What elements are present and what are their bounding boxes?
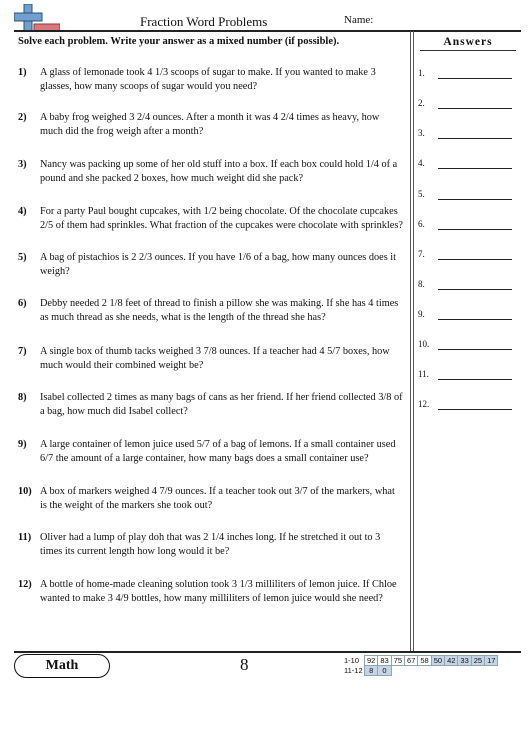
question-text: For a party Paul bought cupcakes, with 1/2 being chocolate. Of the chocolate cupcakes 2/5 of them had sprinkles. What fraction of the cupcakes were chocolate with sprinkles? xyxy=(40,206,403,231)
question-number: 10) xyxy=(18,486,32,497)
question-text: A baby frog weighed 3 2/4 ounces. After a month it was 4 2/4 times as heavy, how much did the frog weigh after a month? xyxy=(40,112,380,137)
question-7 xyxy=(18,345,403,372)
question-text: Isabel collected 2 times as many bags of cans as her friend. If her friend collected 3/8 of a bag, how much did Isabel collect? xyxy=(40,392,403,417)
question-number: 12) xyxy=(18,579,32,590)
question-text: A bottle of home-made cleaning solution took 3 1/3 milliliters of lemon juice. If Chloe wanted to make 3 4/9 bottles, how many milliliters of lemon juice would she need? xyxy=(40,579,397,604)
answer-line[interactable]: 1. xyxy=(418,68,518,78)
answer-line[interactable]: 4. xyxy=(418,158,518,168)
question-5 xyxy=(18,251,403,278)
question-text: A glass of lemonade took 4 1/3 scoops of sugar to make. If you wanted to make 3 glasses, how many scoops of sugar would you need? xyxy=(40,67,376,92)
subject-label: Math xyxy=(14,654,110,678)
question-3 xyxy=(18,158,403,185)
header-rule xyxy=(14,30,521,32)
question-8 xyxy=(18,391,403,418)
plus-logo-icon xyxy=(14,4,60,32)
question-text: Nancy was packing up some of her old stuff into a box. If each box could hold 1/4 of a pound and she packed 2 boxes, how much weight did she pack? xyxy=(40,159,398,184)
question-number: 7) xyxy=(18,346,27,357)
name-label: Name: xyxy=(344,14,374,26)
answer-line[interactable]: 9. xyxy=(418,309,518,319)
question-number: 5) xyxy=(18,252,27,263)
question-text: Oliver had a lump of play doh that was 2 1/4 inches long. If he stretched it out to 3 times its current length how long would it be? xyxy=(40,532,381,557)
instructions: Solve each problem. Write your answer as a mixed number (if possible). xyxy=(18,36,340,47)
question-11 xyxy=(18,531,403,558)
question-12 xyxy=(18,578,403,605)
answer-line[interactable]: 3. xyxy=(418,128,518,138)
footer-rule xyxy=(14,651,521,653)
answers-heading: Answers xyxy=(420,36,516,51)
page-number: 8 xyxy=(240,655,249,674)
question-text: A bag of pistachios is 2 2/3 ounces. If you have 1/6 of a bag, how many ounces does it weigh? xyxy=(40,252,397,277)
question-text: A large container of lemon juice used 5/7 of a bag of lemons. If a small container used 6/7 the amount of a large container, how many bags does a small container use? xyxy=(40,439,396,464)
question-1 xyxy=(18,66,403,93)
score-table: 92 83 75 67 58 50 42 33 25 17 8 0 xyxy=(364,655,498,676)
question-6 xyxy=(18,297,403,324)
answer-line[interactable]: 2. xyxy=(418,98,518,108)
question-number: 9) xyxy=(18,439,27,450)
question-number: 3) xyxy=(18,159,27,170)
answer-line[interactable]: 10. xyxy=(418,339,518,349)
score-row-label: 1-10 xyxy=(344,656,360,665)
answer-line[interactable]: 8. xyxy=(418,279,518,289)
answer-line[interactable]: 7. xyxy=(418,249,518,259)
question-number: 4) xyxy=(18,206,27,217)
question-2 xyxy=(18,111,403,138)
question-number: 2) xyxy=(18,112,27,123)
question-text: A single box of thumb tacks weighed 3 7/8 ounces. If a teacher had 4 5/7 boxes, how much would their combined weight be? xyxy=(40,346,390,371)
question-4 xyxy=(18,205,403,232)
score-row-label: 11-12 xyxy=(344,666,363,675)
column-divider xyxy=(410,31,411,651)
answer-line[interactable]: 12. xyxy=(418,399,518,409)
question-number: 11) xyxy=(18,532,32,543)
question-9 xyxy=(18,438,403,465)
page-title: Fraction Word Problems xyxy=(140,14,268,29)
question-number: 1) xyxy=(18,67,27,78)
answer-line[interactable]: 6. xyxy=(418,219,518,229)
question-number: 8) xyxy=(18,392,27,403)
answer-line[interactable]: 5. xyxy=(418,189,518,199)
question-10 xyxy=(18,485,403,512)
answer-line[interactable]: 11. xyxy=(418,369,518,379)
question-text: A box of markers weighed 4 7/9 ounces. If a teacher took out 3/7 of the markers, what is the weight of the markers she took out? xyxy=(40,486,395,511)
column-divider xyxy=(413,31,414,651)
question-number: 6) xyxy=(18,298,27,309)
question-text: Debby needed 2 1/8 feet of thread to finish a pillow she was making. If she has 4 times as much thread as she needs, what is the length of the thread she has? xyxy=(40,298,399,323)
